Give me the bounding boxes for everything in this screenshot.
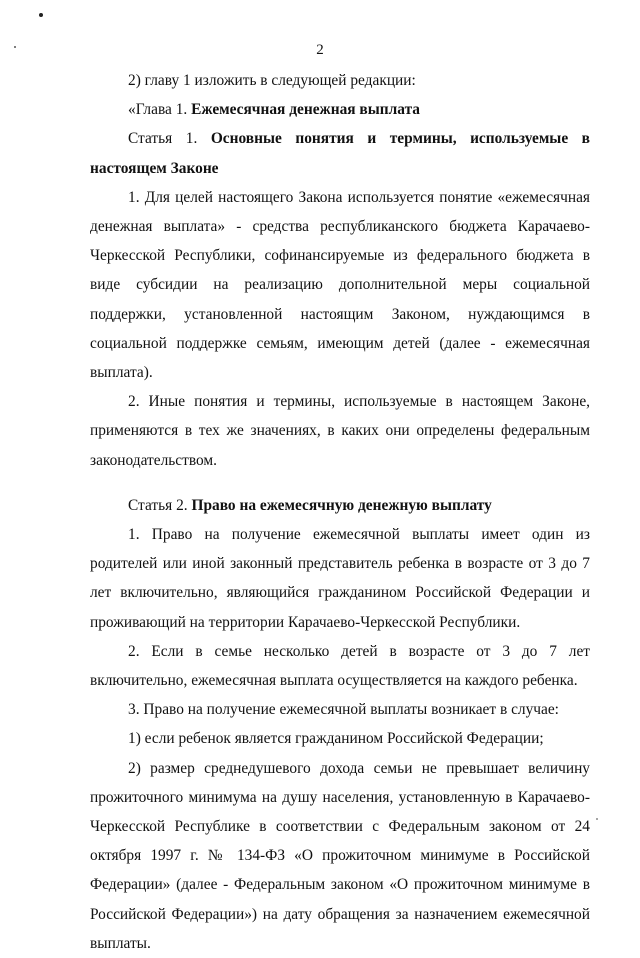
chapter-title: Ежемесячная денежная выплата [191,101,421,119]
page-number: 2 [316,42,324,58]
article-1-heading [90,124,590,182]
article-1-prefix: Статья 1. [128,130,211,148]
article-2-paragraph-3: 3. Право на получение ежемесячной выплаты возникает в случае: [128,701,559,719]
document-body [90,66,590,958]
article-2-prefix: Статья 2. [128,496,192,514]
article-2-item-2: 2) размер среднедушевого дохода семьи не превышает величину прожиточного минимума на душу населения, установленную в Карачаево-Черкесской Республике в соответствии с Федеральным законом от 24 октября 1997 г. № 134-ФЗ «О прожиточном минимуме в Российской Федерации» (далее - Федеральным законом «О прожиточном минимуме в Российской Федерации») на дату обращения за назначением ежемесячной выплаты. [90,759,590,952]
chapter-heading [90,95,590,124]
scan-speck [596,818,598,820]
chapter-prefix: «Глава 1. [128,101,192,119]
scan-speck [39,13,43,17]
article-2-title: Право на ежемесячную денежную выплату [191,496,492,514]
article-2-paragraph-1: 1. Право на получение ежемесячной выплаты имеет один из родителей или иной законный представитель ребенка в возрасте от 3 до 7 лет включительно, являющийся гражданином Российской Федерации и проживающий на территории Карачаево-Черкесской Республики. [90,526,590,631]
amendment-intro: 2) главу 1 изложить в следующей редакции: [128,72,416,89]
article-2-heading [90,491,590,520]
article-1-title: Основные понятия и термины, используемые в настоящем Законе [90,130,590,177]
article-2-item-1: 1) если ребенок является гражданином Российской Федерации; [128,730,544,748]
article-2-paragraph-2: 2. Если в семье несколько детей в возрасте от 3 до 7 лет включительно, ежемесячная выплата осуществляется на каждого ребенка. [90,642,590,690]
article-1-paragraph-2: 2. Иные понятия и термины, используемые в настоящем Законе, применяются в тех же значениях, в каких они определены федеральным законодательством. [90,393,590,469]
article-1-paragraph-1: 1. Для целей настоящего Закона используется понятие «ежемесячная денежная выплата» - средства республиканского бюджета Карачаево-Черкесской Республики, софинансируемые из федерального бюджета в виде субсидии на реализацию дополнительной меры социальной поддержки, установленной настоящим Законом, нуждающимся в социальной поддержке семьям, имеющим детей (далее - ежемесячная выплата). [90,188,590,382]
